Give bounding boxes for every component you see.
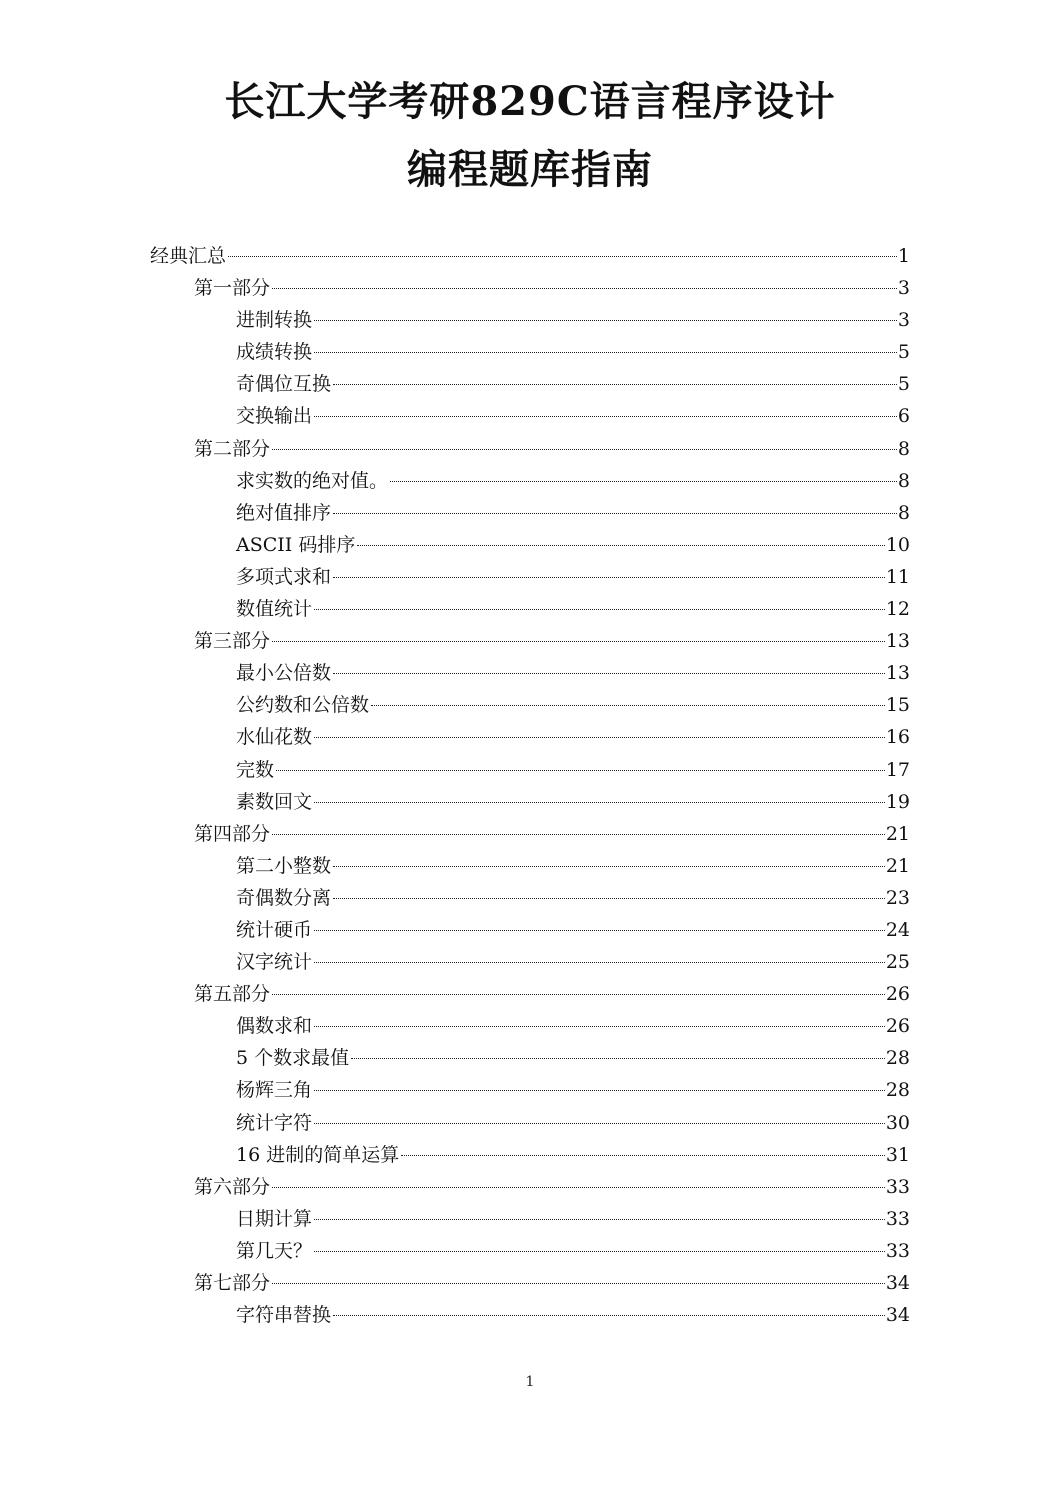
toc-entry[interactable]: [150, 1042, 910, 1074]
toc-entry[interactable]: [150, 529, 910, 561]
toc-dot-leader: [272, 834, 885, 835]
toc-dot-leader: [314, 1219, 885, 1220]
toc-entry-page-number: 28: [885, 1047, 910, 1070]
toc-dot-leader: [272, 288, 897, 289]
toc-entry[interactable]: [150, 882, 910, 914]
toc-dot-leader: [314, 1090, 885, 1091]
toc-entry[interactable]: [150, 754, 910, 786]
toc-entry[interactable]: [150, 721, 910, 753]
toc-entry-page-number: 3: [897, 277, 910, 300]
toc-entry-page-number: 15: [885, 694, 910, 717]
toc-entry-label: ASCII 码排序: [236, 533, 356, 556]
toc-dot-leader: [333, 673, 885, 674]
toc-entry[interactable]: [150, 689, 910, 721]
toc-dot-leader: [371, 705, 885, 706]
toc-entry-page-number: 12: [885, 598, 910, 621]
toc-entry[interactable]: [150, 818, 910, 850]
toc-entry-label: 第几天？: [236, 1239, 313, 1262]
toc-entry-label: 偶数求和: [236, 1015, 313, 1038]
toc-entry-label: 第二部分: [194, 437, 271, 460]
toc-entry[interactable]: [150, 657, 910, 689]
toc-dot-leader: [390, 481, 897, 482]
toc-dot-leader: [272, 449, 897, 450]
toc-entry-page-number: 17: [885, 758, 910, 781]
toc-dot-leader: [333, 866, 885, 867]
toc-entry[interactable]: [150, 304, 910, 336]
toc-dot-leader: [333, 577, 885, 578]
toc-entry-page-number: 3: [897, 309, 910, 332]
toc-entry-page-number: 28: [885, 1079, 910, 1102]
toc-entry-label: 第七部分: [194, 1272, 271, 1294]
toc-dot-leader: [314, 352, 897, 353]
toc-entry-page-number: 31: [885, 1143, 910, 1166]
toc-entry-label: 素数回文: [236, 790, 313, 813]
toc-entry-label: 第五部分: [194, 983, 271, 1006]
toc-entry-page-number: 13: [885, 662, 910, 685]
toc-entry[interactable]: [150, 1074, 910, 1106]
toc-entry-page-number: 33: [885, 1207, 910, 1230]
toc-entry-page-number: 34: [885, 1272, 910, 1294]
toc-entry[interactable]: [150, 1299, 910, 1331]
toc-entry[interactable]: [150, 497, 910, 529]
toc-dot-leader: [314, 320, 897, 321]
toc-entry-label: 第四部分: [194, 822, 271, 845]
toc-entry[interactable]: [150, 946, 910, 978]
toc-entry[interactable]: [150, 561, 910, 593]
toc-entry[interactable]: [150, 1171, 910, 1203]
toc-entry-page-number: 13: [885, 630, 910, 653]
toc-entry-label: 第三部分: [194, 630, 271, 653]
toc-entry-label: 进制转换: [236, 309, 313, 332]
toc-dot-leader: [228, 256, 897, 257]
toc-entry-label: 最小公倍数: [236, 662, 332, 685]
toc-entry-page-number: 8: [897, 469, 910, 492]
toc-entry[interactable]: [150, 593, 910, 625]
toc-entry-label: 5 个数求最值: [236, 1047, 350, 1070]
toc-entry[interactable]: [150, 1235, 910, 1267]
toc-entry-label: 第一部分: [194, 277, 271, 300]
toc-dot-leader: [333, 1315, 885, 1316]
toc-dot-leader: [333, 898, 885, 899]
toc-entry-label: 交换输出: [236, 405, 313, 428]
toc-entry-page-number: 11: [885, 565, 910, 588]
toc-entry-page-number: 34: [885, 1304, 910, 1327]
toc-entry-page-number: 6: [897, 405, 910, 428]
toc-entry[interactable]: [150, 1267, 910, 1299]
toc-entry-page-number: 21: [885, 854, 910, 877]
toc-dot-leader: [314, 609, 885, 610]
document-title-line2: 编程题库指南: [407, 146, 653, 193]
toc-dot-leader: [351, 1058, 885, 1059]
toc-dot-leader: [272, 1187, 885, 1188]
toc-entry-page-number: 30: [885, 1111, 910, 1134]
toc-entry-page-number: 8: [897, 501, 910, 524]
toc-entry-page-number: 16: [885, 726, 910, 749]
toc-entry-label: 奇偶数分离: [236, 886, 332, 909]
toc-entry-label: 奇偶位互换: [236, 373, 332, 396]
toc-entry-page-number: 24: [885, 918, 910, 941]
toc-dot-leader: [272, 1283, 885, 1284]
toc-dot-leader: [357, 545, 884, 546]
toc-entry-page-number: 19: [885, 790, 910, 813]
toc-dot-leader: [314, 930, 885, 931]
document-title-line1: 长江大学考研829C语言程序设计: [224, 78, 836, 125]
toc-entry[interactable]: [150, 1107, 910, 1139]
toc-entry-label: 16 进制的简单运算: [236, 1143, 400, 1166]
toc-entry[interactable]: [150, 240, 910, 272]
toc-dot-leader: [314, 1123, 885, 1124]
toc-entry-label: 统计字符: [236, 1111, 313, 1134]
toc-entry-label: 汉字统计: [236, 951, 313, 974]
toc-dot-leader: [276, 770, 885, 771]
toc-entry[interactable]: [150, 400, 910, 432]
toc-entry-label: 求实数的绝对值。: [236, 469, 389, 492]
toc-entry-page-number: 26: [885, 1015, 910, 1038]
toc-entry-label: 日期计算: [236, 1207, 313, 1230]
toc-entry[interactable]: [150, 433, 910, 465]
toc-entry-page-number: 25: [885, 951, 910, 974]
toc-dot-leader: [333, 384, 897, 385]
toc-entry-page-number: 33: [885, 1175, 910, 1198]
toc-entry[interactable]: [150, 914, 910, 946]
toc-entry[interactable]: [150, 1203, 910, 1235]
toc-entry-page-number: 23: [885, 886, 910, 909]
toc-entry-label: 完数: [236, 758, 275, 781]
toc-dot-leader: [314, 802, 885, 803]
toc-entry-page-number: 8: [897, 437, 910, 460]
toc-entry-page-number: 21: [885, 822, 910, 845]
toc-entry-label: 多项式求和: [236, 565, 332, 588]
toc-entry-label: 公约数和公倍数: [236, 694, 370, 717]
toc-dot-leader: [314, 416, 897, 417]
toc-entry-label: 第二小整数: [236, 854, 332, 877]
toc-entry[interactable]: [150, 1010, 910, 1042]
toc-dot-leader: [333, 513, 897, 514]
toc-entry-page-number: 5: [897, 341, 910, 364]
toc-entry-label: 数值统计: [236, 598, 313, 621]
toc-entry[interactable]: [150, 465, 910, 497]
page-number: 1: [525, 1374, 535, 1390]
toc-entry-label: 统计硬币: [236, 918, 313, 941]
toc-entry[interactable]: [150, 368, 910, 400]
toc-entry-page-number: 10: [885, 533, 910, 556]
toc-dot-leader: [314, 1251, 885, 1252]
toc-entry-label: 字符串替换: [236, 1304, 332, 1327]
toc-dot-leader: [272, 994, 885, 995]
toc-entry-label: 水仙花数: [236, 726, 313, 749]
toc-entry[interactable]: [150, 272, 910, 304]
toc-entry-label: 第六部分: [194, 1175, 271, 1198]
toc-entry-page-number: 33: [885, 1239, 910, 1262]
toc-entry-label: 绝对值排序: [236, 501, 332, 524]
toc-entry[interactable]: [150, 978, 910, 1010]
toc-entry-page-number: 1: [897, 245, 910, 267]
toc-entry-label: 成绩转换: [236, 341, 313, 364]
toc-entry[interactable]: [150, 336, 910, 368]
toc-entry[interactable]: [150, 1139, 910, 1171]
toc-dot-leader: [314, 737, 885, 738]
toc-entry[interactable]: [150, 786, 910, 818]
table-of-contents: [150, 240, 910, 1331]
toc-entry[interactable]: [150, 625, 910, 657]
toc-entry-page-number: 26: [885, 983, 910, 1006]
toc-entry-page-number: 5: [897, 373, 910, 396]
toc-entry-label: 杨辉三角: [236, 1079, 313, 1102]
toc-dot-leader: [314, 962, 885, 963]
toc-entry-label: 经典汇总: [150, 245, 227, 267]
toc-entry[interactable]: [150, 850, 910, 882]
toc-dot-leader: [401, 1155, 885, 1156]
toc-dot-leader: [314, 1026, 885, 1027]
toc-dot-leader: [272, 641, 885, 642]
